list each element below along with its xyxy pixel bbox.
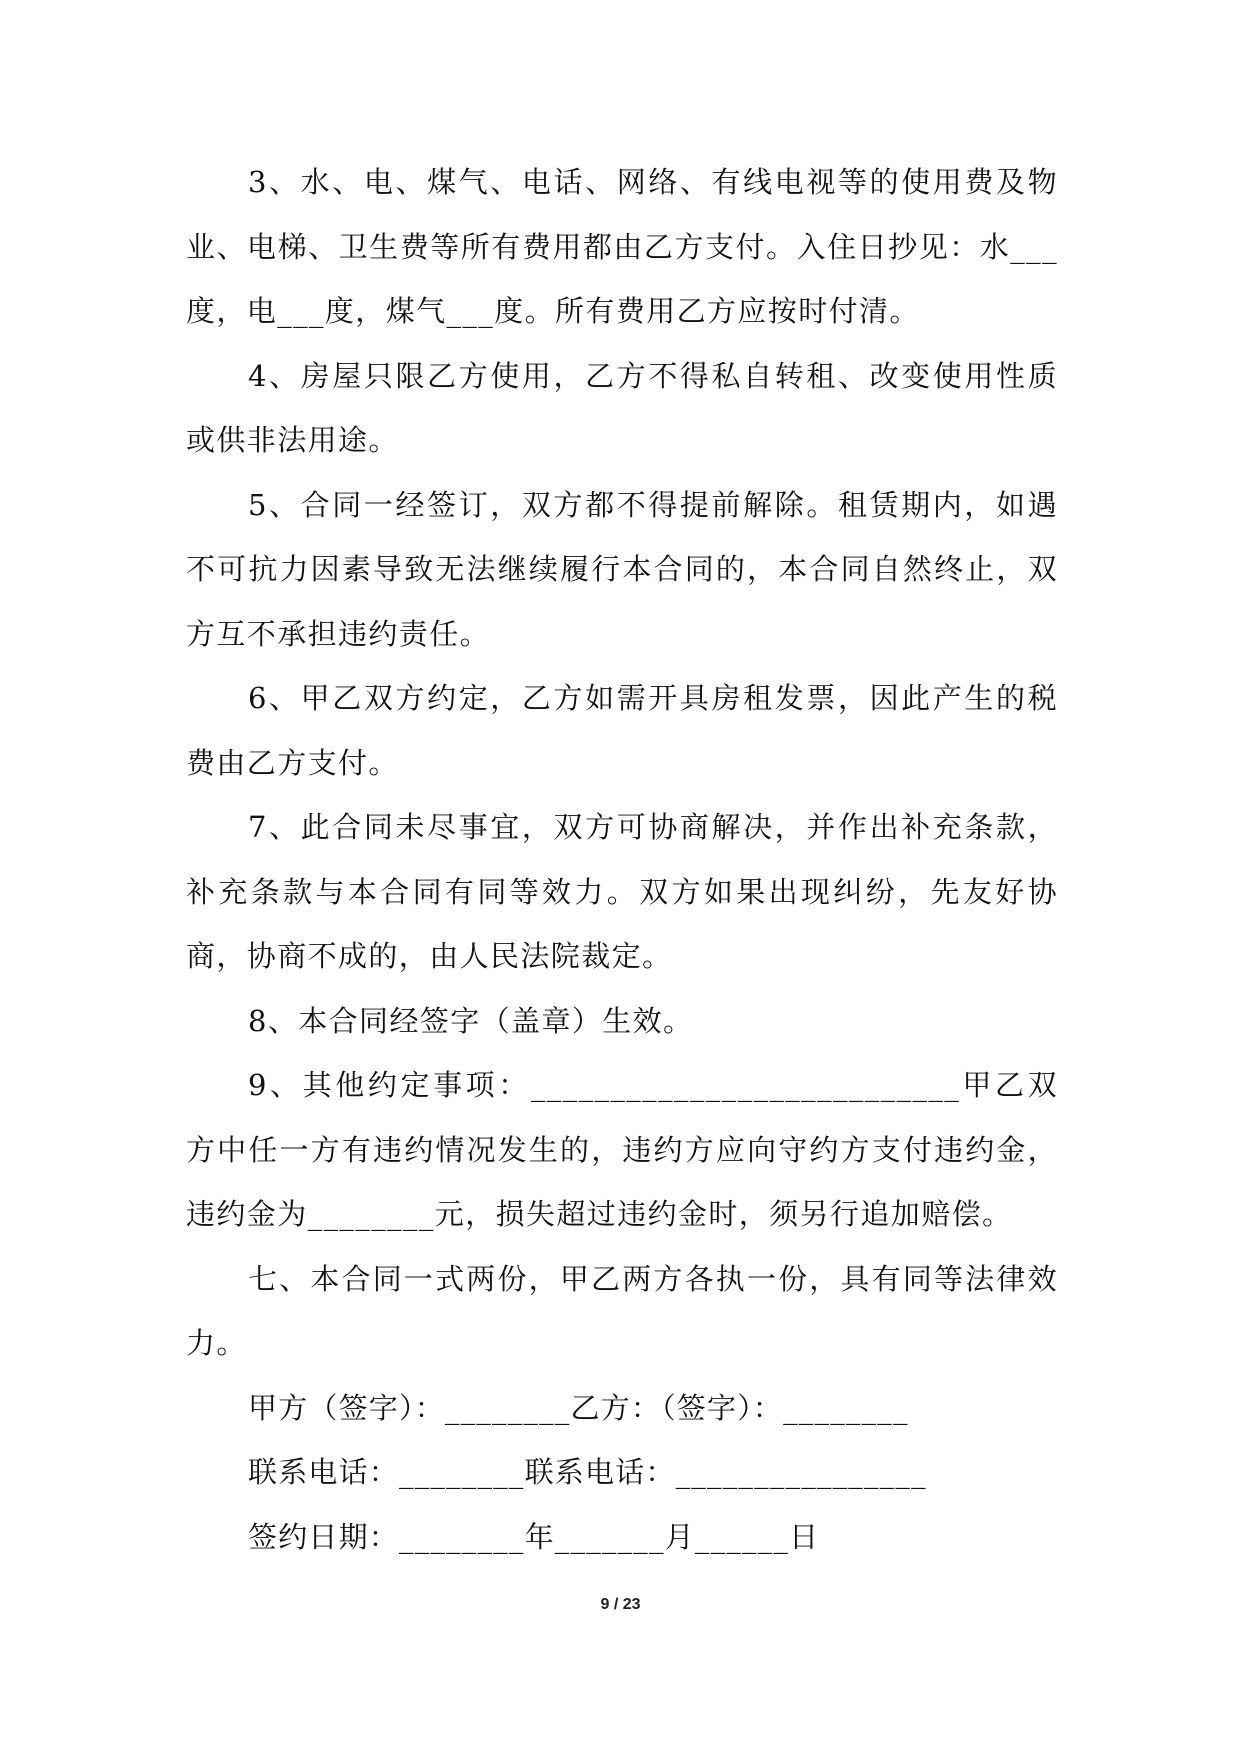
clause-seven-copies: 七、本合同一式两份，甲乙两方各执一份，具有同等法律效力。	[186, 1261, 1058, 1360]
clause-3-fees: 3、水、电、煤气、电话、网络、有线电视等的使用费及物业、电梯、卫生费等所有费用都由乙方支付。入住日抄见：水___度，电___度，煤气___度。所有费用乙方应按时付清。	[186, 165, 1058, 328]
signature-line-phones: 联系电话：________联系电话：________________	[248, 1455, 927, 1489]
clause-6-invoice: 6、甲乙双方约定，乙方如需开具房租发票，因此产生的税费由乙方支付。	[186, 681, 1058, 780]
page-number: 9 / 23	[600, 1596, 641, 1613]
clause-7-disputes: 7、此合同未尽事宜，双方可协商解决，并作出补充条款，补充条款与本合同有同等效力。双方如果出现纠纷，先友好协商，协商不成的，由人民法院裁定。	[186, 810, 1058, 973]
document-body	[186, 150, 1058, 1569]
clause-5-termination: 5、合同一经签订，双方都不得提前解除。租赁期内，如遇不可抗力因素导致无法继续履行本合同的，本合同自然终止，双方互不承担违约责任。	[186, 487, 1058, 651]
signature-line-parties: 甲方（签字）：________乙方：（签字）：________	[248, 1390, 909, 1425]
clause-9-other-terms: 9、其他约定事项：___________________________甲乙双方中任一方有违约情况发生的，违约方应向守约方支付违约金，违约金为________元，损失超过违约金时，须另行追加赔偿。	[186, 1068, 1058, 1231]
clause-4-usage: 4、房屋只限乙方使用，乙方不得私自转租、改变使用性质或供非法用途。	[186, 358, 1058, 457]
clause-8-effective: 8、本合同经签字（盖章）生效。	[248, 1003, 694, 1038]
signature-line-date: 签约日期：________年_______月______日	[248, 1519, 820, 1554]
